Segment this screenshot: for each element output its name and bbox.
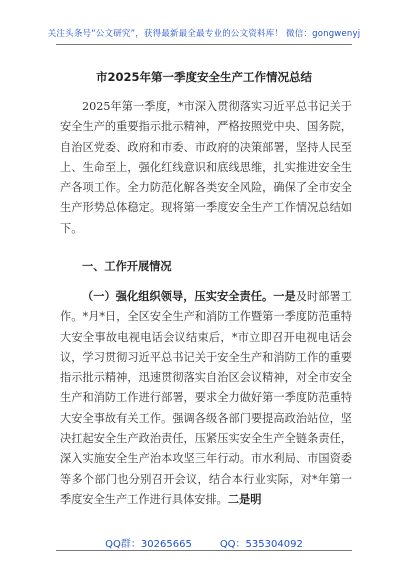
- footer-qq-group: QQ群：30265665: [105, 539, 192, 550]
- footer-contact: [0, 535, 408, 550]
- subsection-body: 及时部署工作。*月*日，全区安全生产和消防工作暨第一季度防范重特大安全事故电视电话会议结束后，*市立即召开电视电话会议，学习贯彻习近平总书记关于安全生产和消防工作的重要指示批示精神，迅速贯彻落实自治区会议精神，对全市安全生产和消防工作进行部署，要求全力做好第一季度防范重特大安全事故有关工作。强调各级各部门要提高政治站位，坚决扛起安全生产政治责任，压紧压实安全生产全链条责任，深入实施安全生产治本攻坚三年行动。市水利局、市国资委等多个部门也分别召开会议，结合本行业实际，对*年第一季度安全生产工作进行具体安排。: [60, 290, 352, 506]
- footer-qq-number: QQ：535304092: [219, 539, 303, 550]
- footer-divider: [56, 550, 352, 551]
- intro-paragraph: 2025年第一季度，*市深入贯彻落实习近平总书记关于安全生产的重要指示批示精神，严格按照党中央、国务院，自治区党委、政府和市委、市政府的决策部署，坚持人民至上、生命至上，强化红线意识和底线思维，扎实推进安全生产各项工作。全力防范化解各类安全风险，确保了全市安全生产形势总体稳定。现将第一季度安全生产工作情况总结如下。: [60, 100, 352, 235]
- header-promo-note: 关注头条号“公文研究”，获得最新最全最专业的公文资料库！ 微信：gongwenyj: [47, 29, 361, 39]
- document-title: 市2025年第一季度安全生产工作情况总结: [95, 70, 312, 84]
- subsection-tail: 二是明: [227, 492, 262, 506]
- subsection-paragraph: [60, 287, 352, 510]
- section-heading: 一、工作开展情况: [82, 260, 172, 273]
- header-divider: [56, 44, 352, 45]
- subsection-lead: （一）强化组织领导，压实安全责任。一是: [82, 290, 296, 303]
